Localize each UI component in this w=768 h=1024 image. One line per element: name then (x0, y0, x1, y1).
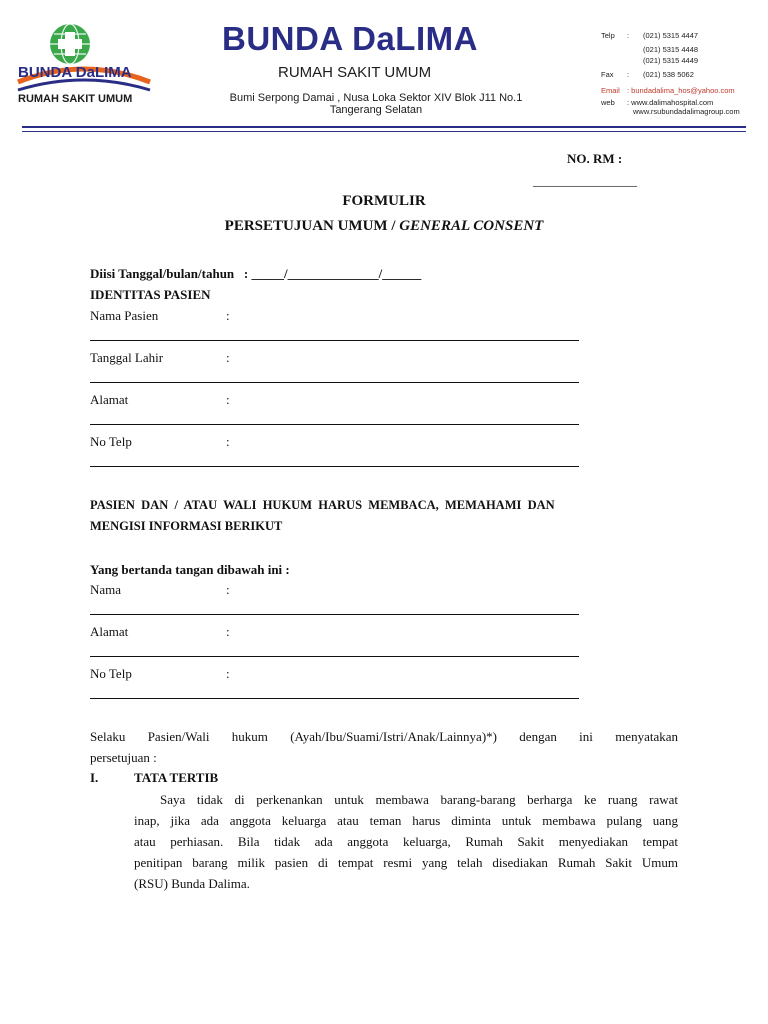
letterhead (0, 0, 768, 145)
notice-line: MENGISI INFORMASI BERIKUT (90, 519, 283, 533)
address-line: Bumi Serpong Damai , Nusa Loka Sektor XIV Blok J11 No.1 (229, 92, 523, 104)
form-subtitle (0, 217, 768, 236)
field-label: Alamat (90, 624, 129, 639)
signer-heading: Yang bertanda tangan dibawah ini : (90, 562, 290, 577)
fax-label: Fax (601, 70, 614, 79)
no-rm-field[interactable]: ________________ (533, 173, 637, 188)
no-rm-label: NO. RM : (567, 151, 623, 166)
field-colon: : (226, 582, 230, 597)
field-label: Nama (90, 582, 122, 597)
consent-intro-line: persetujuan : (90, 750, 157, 765)
address-input-line[interactable] (90, 424, 579, 425)
section-patient-identity: IDENTITAS PASIEN (90, 287, 211, 302)
web-value: : www.dalimahospital.com (627, 98, 714, 107)
birth-date-input-line[interactable] (90, 382, 579, 383)
field-label: Tanggal Lahir (90, 350, 164, 365)
notice-line: PASIEN DAN / ATAU WALI HUKUM HARUS MEMBACA, MEMAHAMI DAN (90, 498, 555, 512)
section-title: TATA TERTIB (134, 770, 219, 785)
field-label: Nama Pasien (90, 308, 159, 323)
telp-label: Telp (601, 31, 615, 40)
fax-number: (021) 538 5062 (643, 70, 694, 79)
telp-number: (021) 5315 4449 (643, 56, 699, 65)
form-subtitle-main: PERSETUJUAN UMUM / (224, 218, 400, 234)
consent-intro-line: Selaku Pasien/Wali hukum (Ayah/Ibu/Suami/Istri/Anak/Lainnya)*) dengan ini menyatakan (90, 729, 678, 744)
web-label: web (601, 98, 615, 107)
field-colon: : (226, 434, 230, 449)
paragraph-line: (RSU) Bunda Dalima. (134, 876, 250, 891)
email-label: Email (601, 86, 620, 95)
hospital-type: RUMAH SAKIT UMUM (278, 64, 432, 81)
hospital-name: BUNDA DaLIMA (222, 20, 478, 57)
section-number: I. (90, 770, 99, 785)
paragraph-line: inap, jika ada anggota keluarga atau teman harus diminta untuk membawa pulang uang (134, 813, 678, 828)
header-rule (22, 131, 746, 132)
signer-address-input-line[interactable] (90, 656, 579, 657)
telp-number: (021) 5315 4447 (643, 31, 699, 40)
field-colon: : (226, 350, 230, 365)
paragraph-line: Saya tidak di perkenankan untuk membawa barang-barang berharga ke ruang rawat (160, 792, 678, 807)
field-colon: : (226, 392, 230, 407)
signer-phone-input-line[interactable] (90, 698, 579, 699)
address-city: Tangerang Selatan (329, 104, 423, 116)
section-paragraph (134, 789, 678, 894)
field-colon: : (226, 666, 230, 681)
form-title: FORMULIR (342, 193, 426, 209)
contact-colon: : (627, 31, 630, 40)
patient-name-input-line[interactable] (90, 340, 579, 341)
form-subtitle-italic: GENERAL CONSENT (399, 218, 544, 234)
telp-number: (021) 5315 4448 (643, 45, 699, 54)
web-value: www.rsubundadalimagroup.com (633, 107, 740, 116)
signer-name-input-line[interactable] (90, 614, 579, 615)
logo-subtitle: RUMAH SAKIT UMUM (18, 93, 133, 105)
logo-name: BUNDA DaLIMA (18, 64, 132, 81)
paragraph-line: atau perhiasan. Bila tidak ada anggota keluarga, Rumah Sakit menyediakan tempat (134, 834, 678, 849)
field-colon: : (226, 624, 230, 639)
contact-colon: : (627, 70, 630, 79)
field-label: No Telp (90, 434, 132, 449)
field-colon: : (226, 308, 230, 323)
paragraph-line: penitipan barang milik pasien di tempat resmi yang telah disediakan Rumah Sakit Umum (134, 855, 678, 870)
phone-input-line[interactable] (90, 466, 579, 467)
date-field[interactable]: Diisi Tanggal/bulan/tahun : _____/______________/______ (90, 266, 422, 281)
field-label: Alamat (90, 392, 129, 407)
email-value: : bundadalima_hos@yahoo.com (627, 86, 735, 95)
consent-intro (90, 726, 678, 768)
header-rule (22, 126, 746, 128)
field-label: No Telp (90, 666, 132, 681)
